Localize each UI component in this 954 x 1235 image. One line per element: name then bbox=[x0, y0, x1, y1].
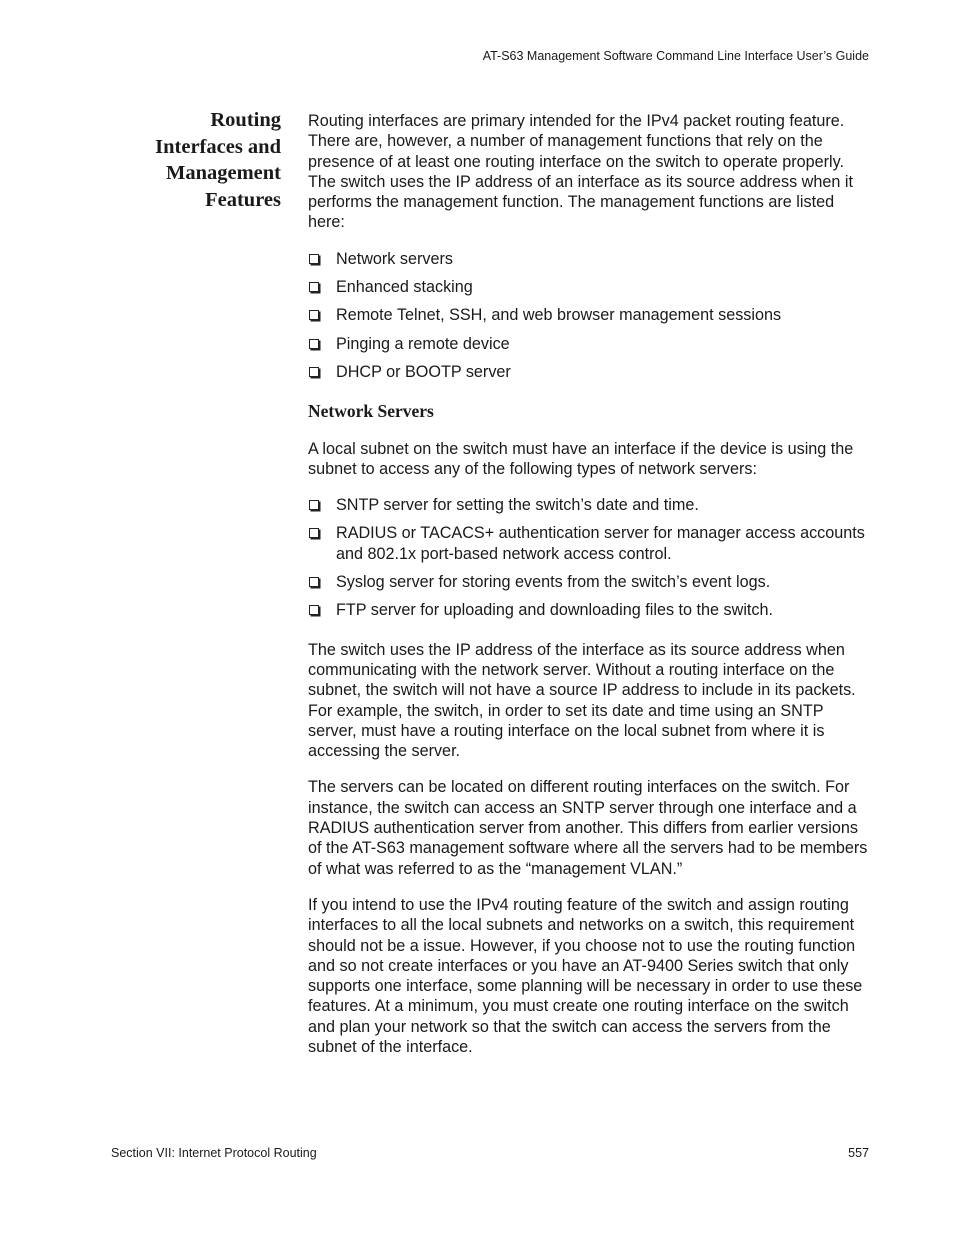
list-item bbox=[308, 600, 870, 620]
body-paragraph: The switch uses the IP address of the interface as its source address when communicating with the network server. Without a routing interface on the subnet, the switch will not have a source IP address to include in its packets. For example, the switch, in order to set its date and time using an SNTP server, must have a routing interface on the local subnet from where it is accessing the server. bbox=[308, 640, 856, 761]
list-item-text: SNTP server for setting the switch’s date and time. bbox=[336, 496, 699, 515]
checkbox-bullet-icon bbox=[309, 605, 319, 615]
running-header: AT-S63 Management Software Command Line Interface User’s Guide bbox=[482, 49, 869, 63]
body-paragraph: The servers can be located on different routing interfaces on the switch. For instance, the switch can access an SNTP server through one interface and a RADIUS authentication server from another. This differs from earlier versions of the AT-S63 management software where all the servers had to be members of what was referred to as the “management VLAN.” bbox=[308, 778, 868, 878]
checkbox-bullet-icon bbox=[309, 577, 319, 587]
main-content bbox=[308, 111, 870, 1073]
checkbox-bullet-icon bbox=[309, 500, 319, 510]
checkbox-bullet-icon bbox=[309, 282, 319, 292]
list-item-text: Syslog server for storing events from the switch’s event logs. bbox=[336, 573, 771, 592]
management-functions-list bbox=[308, 249, 870, 382]
list-item bbox=[308, 523, 870, 564]
network-servers-heading: Network Servers bbox=[308, 401, 434, 422]
footer-section-label: Section VII: Internet Protocol Routing bbox=[111, 1146, 317, 1160]
side-heading-line: Interfaces and bbox=[155, 135, 281, 158]
checkbox-bullet-icon bbox=[309, 528, 319, 538]
body-paragraph: If you intend to use the IPv4 routing feature of the switch and assign routing interfaces to all the local subnets and networks on a switch, this requirement should not be a issue. However, if you choose not to use the routing function and so not create interfaces or you have an AT-9400 Series switch that only supports one interface, some planning will be necessary in order to use these features. At a minimum, you must create one routing interface on the switch and plan your network so that the switch can access the servers from the subnet of the interface. bbox=[308, 895, 863, 1056]
checkbox-bullet-icon bbox=[309, 254, 319, 264]
server-types-list bbox=[308, 495, 870, 620]
section-side-heading bbox=[110, 107, 281, 213]
list-item-text: RADIUS or TACACS+ authentication server for manager access accounts and 802.1x port-based network access control. bbox=[336, 524, 865, 563]
list-item bbox=[308, 495, 870, 515]
checkbox-bullet-icon bbox=[309, 339, 319, 349]
list-item-text: Network servers bbox=[336, 249, 453, 268]
list-item bbox=[308, 249, 870, 269]
list-item-text: Enhanced stacking bbox=[336, 278, 473, 297]
list-item-text: DHCP or BOOTP server bbox=[336, 362, 511, 381]
list-item-text: FTP server for uploading and downloading files to the switch. bbox=[336, 601, 774, 620]
list-item-text: Pinging a remote device bbox=[336, 334, 510, 353]
list-item bbox=[308, 277, 870, 297]
list-item-text: Remote Telnet, SSH, and web browser management sessions bbox=[336, 306, 782, 325]
checkbox-bullet-icon bbox=[309, 310, 319, 320]
list-item bbox=[308, 334, 870, 354]
section-intro-paragraph: A local subnet on the switch must have an interface if the device is using the subnet to access any of the following types of network servers: bbox=[308, 439, 854, 478]
side-heading-line: Management bbox=[165, 162, 281, 184]
page-number: 557 bbox=[848, 1146, 869, 1160]
list-item bbox=[308, 572, 870, 592]
list-item bbox=[308, 362, 870, 382]
side-heading-line: Features bbox=[205, 188, 281, 211]
intro-paragraph: Routing interfaces are primary intended for the IPv4 packet routing feature. There are, however, a number of management functions that rely on the presence of at least one routing interface on the switch to operate properly. The switch uses the IP address of an interface as its source address when it performs the management function. The management functions are listed here: bbox=[308, 112, 853, 232]
side-heading-line: Routing bbox=[210, 109, 281, 131]
list-item bbox=[308, 305, 870, 325]
checkbox-bullet-icon bbox=[309, 367, 319, 377]
